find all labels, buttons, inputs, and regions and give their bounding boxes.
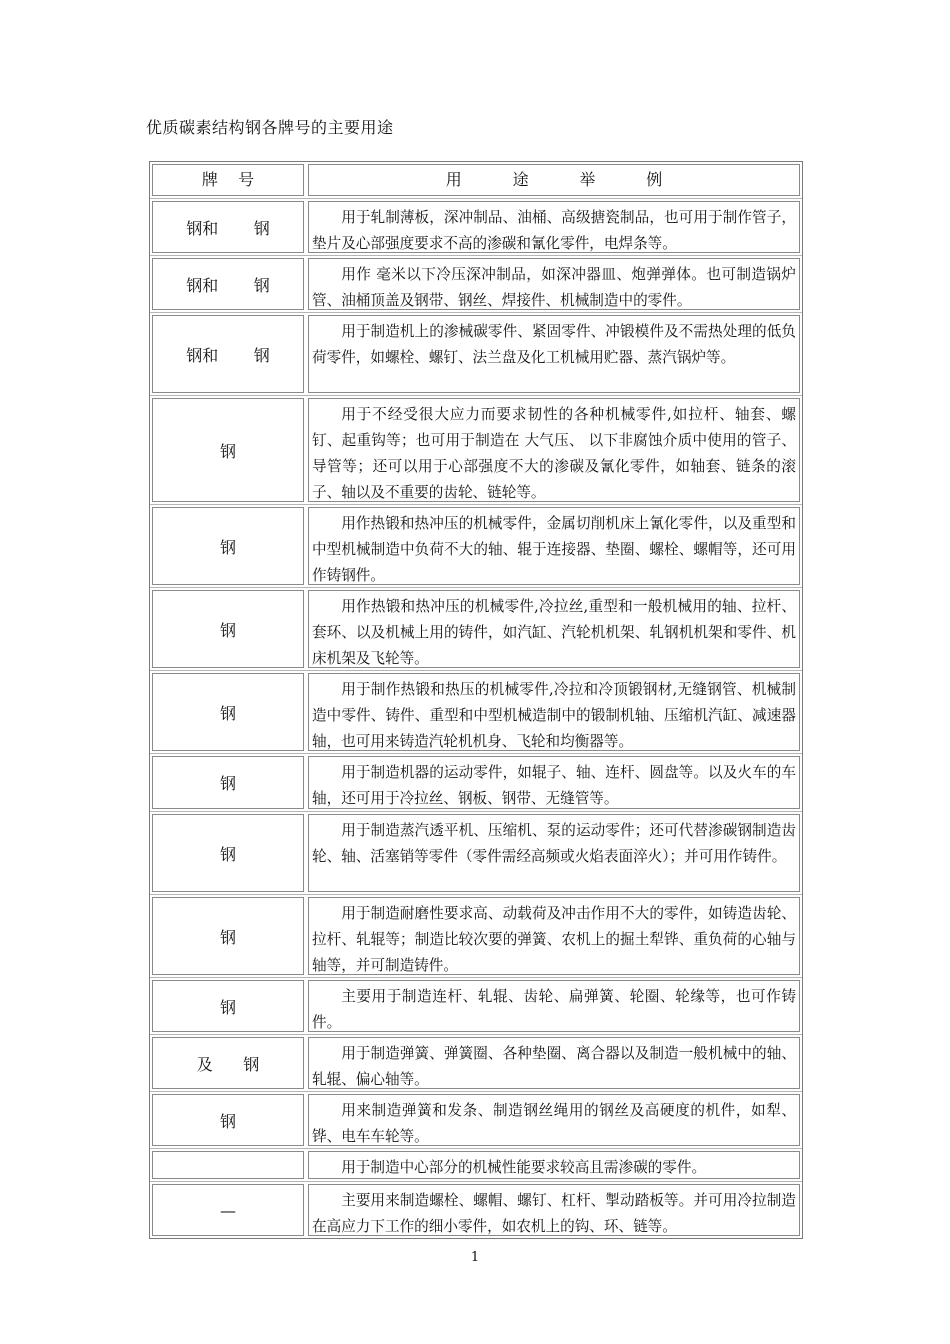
use-cell: 用于制造机上的渗械碳零件、紧固零件、冲锻模件及不需热处理的低负荷零件，如螺栓、螺钉、法兰盘及化工机械用贮器、蒸汽锅炉等。 [308,315,800,393]
page-number: 1 [470,1250,480,1265]
grade-cell: 钢 [152,398,304,502]
table-row [150,1035,802,1092]
table-header-row [150,162,802,199]
use-cell: 用于制造弹簧、弹簧圈、各种垫圈、离合器以及制造一般机械中的轴、轧辊、偏心轴等。 [308,1037,800,1089]
table-row [150,1182,802,1238]
grade-cell: 钢 [152,1094,304,1146]
table-row [150,978,802,1035]
use-cell: 用来制造弹簧和发条、制造钢丝绳用的钢丝及高硬度的机件，如犁、铧、电车车轮等。 [308,1094,800,1146]
grade-cell: 钢 [152,507,304,585]
grade-cell: 钢和 钢 [152,315,304,393]
grade-cell: 钢 [152,590,304,668]
grade-cell [152,1151,304,1179]
grade-cell: 钢 [152,673,304,751]
grade-cell: 及 钢 [152,1037,304,1089]
table-row [150,671,802,754]
use-cell: 用于不经受很大应力而要求韧性的各种机械零件,如拉杆、轴套、螺钉、起重钩等；也可用于制造在 大气压、 以下非腐蚀介质中使用的管子、导管等；还可以用于心部强度不大的渗碳及氰化零件，如轴套、链条的滚子、轴以及不重要的齿轮、链轮等。 [308,398,800,502]
table-row [150,313,802,396]
use-cell: 用于轧制薄板，深冲制品、油桶、高级搪瓷制品，也可用于制作管子，垫片及心部强度要求不高的渗碳和氰化零件，电焊条等。 [308,201,800,253]
use-cell: 用作热锻和热冲压的机械零件,冷拉丝,重型和一般机械用的轴、拉杆、套环、以及机械上用的铸件，如汽缸、汽轮机机架、轧钢机机架和零件、机床机架及飞轮等。 [308,590,800,668]
table-row [150,812,802,895]
use-cell: 用于制造耐磨性要求高、动载荷及冲击作用不大的零件，如铸造齿轮、拉杆、轧辊等；制造比较次要的弹簧、农机上的掘土犁铧、重负荷的心轴与轴等，并可制造铸件。 [308,897,800,975]
use-cell: 主要用于制造连杆、轧辊、齿轮、扁弹簧、轮圈、轮缘等，也可作铸件。 [308,980,800,1032]
header-use: 用 途 举 例 [308,164,800,196]
grade-cell: 钢 [152,980,304,1032]
table-row [150,895,802,978]
use-cell: 用于制作热锻和热压的机械零件,冷拉和冷顶锻钢材,无缝钢管、机械制造中零件、铸件、重型和中型机械造制中的锻制机轴、压缩机汽缸、减速器轴，也可用来铸造汽轮机机身、飞轮和均衡器等。 [308,673,800,751]
use-cell: 用于制造机器的运动零件，如辊子、轴、连杆、圆盘等。以及火车的车轴，还可用于冷拉丝、钢板、钢带、无缝管等。 [308,756,800,809]
grade-cell: 钢和 钢 [152,201,304,253]
use-cell: 用于制造中心部分的机械性能要求较高且需渗碳的零件。 [308,1151,800,1179]
header-grade: 牌 号 [152,164,304,196]
use-cell: 用作热锻和热冲压的机械零件，金属切削机床上氰化零件，以及重型和中型机械制造中负荷不大的轴、辊于连接器、垫圈、螺栓、螺帽等，还可用作铸钢件。 [308,507,800,585]
grade-cell: 钢 [152,814,304,892]
use-cell: 用作 毫米以下冷压深冲制品，如深冲器皿、炮弹弹体。也可制造锅炉管、油桶顶盖及钢带、钢丝、焊接件、机械制造中的零件。 [308,258,800,310]
table-row [150,505,802,588]
table-row [150,588,802,671]
use-cell: 主要用来制造螺栓、螺帽、螺钉、杠杆、掣动踏板等。并可用冷拉制造在高应力下工作的细小零件，如农机上的钩、环、链等。 [308,1184,800,1236]
grade-cell: — [152,1184,304,1236]
table-row [150,199,802,256]
use-cell: 用于制造蒸汽透平机、压缩机、泵的运动零件；还可代替渗碳钢制造齿轮、轴、活塞销等零件（零件需经高频或火焰表面淬火）；并可用作铸件。 [308,814,800,892]
table-row [150,754,802,812]
steel-grade-table [149,161,803,1239]
grade-cell: 钢 [152,756,304,809]
page-title: 优质碳素结构钢各牌号的主要用途 [146,118,394,137]
table-row [150,256,802,313]
table-row [150,396,802,505]
table-row [150,1092,802,1149]
table-row [150,1149,802,1182]
grade-cell: 钢 [152,897,304,975]
grade-cell: 钢和 钢 [152,258,304,310]
